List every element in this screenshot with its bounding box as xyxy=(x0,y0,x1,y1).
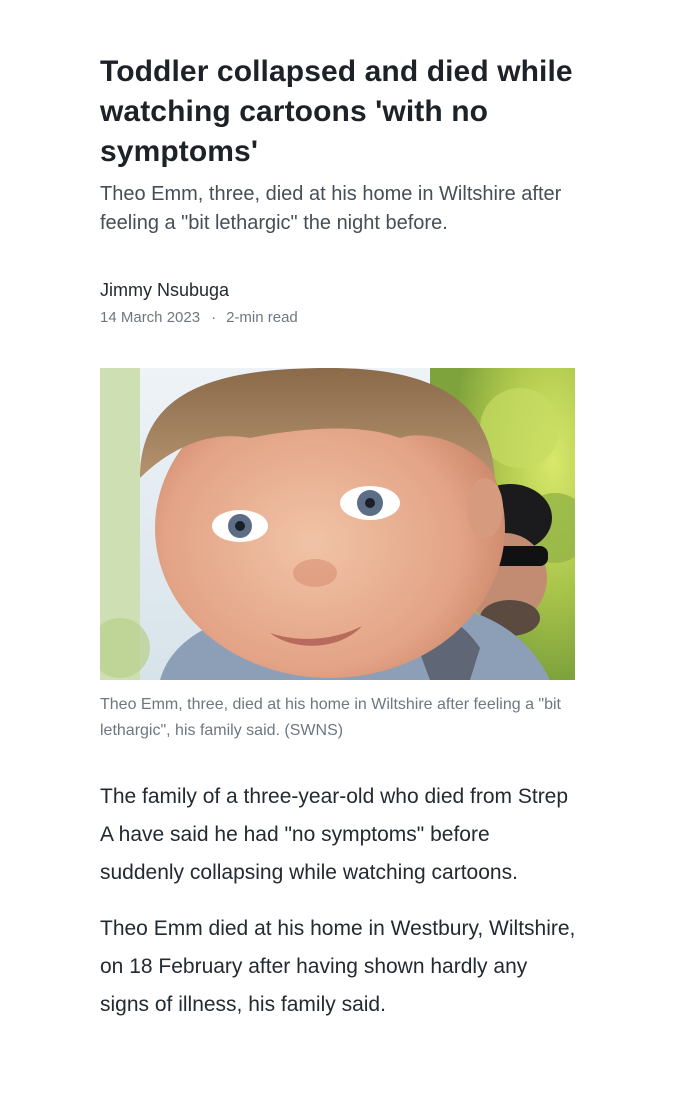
body-paragraph: Theo Emm died at his home in Westbury, Wiltshire, on 18 February after having shown hardly any signs of illness, his family said. xyxy=(100,917,576,1016)
article-figure xyxy=(100,368,575,744)
body-paragraph: The family of a three-year-old who died from Strep A have said he had "no symptoms" before suddenly collapsing while watching cartoons. xyxy=(100,785,569,884)
article-body xyxy=(100,778,576,1024)
byline xyxy=(100,278,576,328)
publish-date: 14 March 2023 xyxy=(100,309,201,326)
author-name[interactable]: Jimmy Nsubuga xyxy=(100,280,230,300)
article xyxy=(100,52,576,1042)
article-headline: Toddler collapsed and died while watching cartoons 'with no symptoms' xyxy=(100,55,573,168)
article-photo[interactable] xyxy=(100,368,575,680)
article-meta xyxy=(100,308,576,328)
read-time: 2-min read xyxy=(226,309,298,326)
photo-illustration xyxy=(100,368,575,680)
meta-separator: · xyxy=(211,309,217,326)
photo-caption: Theo Emm, three, died at his home in Wiltshire after feeling a "bit lethargic", his family said. (SWNS) xyxy=(100,696,561,739)
article-subheadline: Theo Emm, three, died at his home in Wiltshire after feeling a "bit lethargic" the night before. xyxy=(100,183,562,234)
